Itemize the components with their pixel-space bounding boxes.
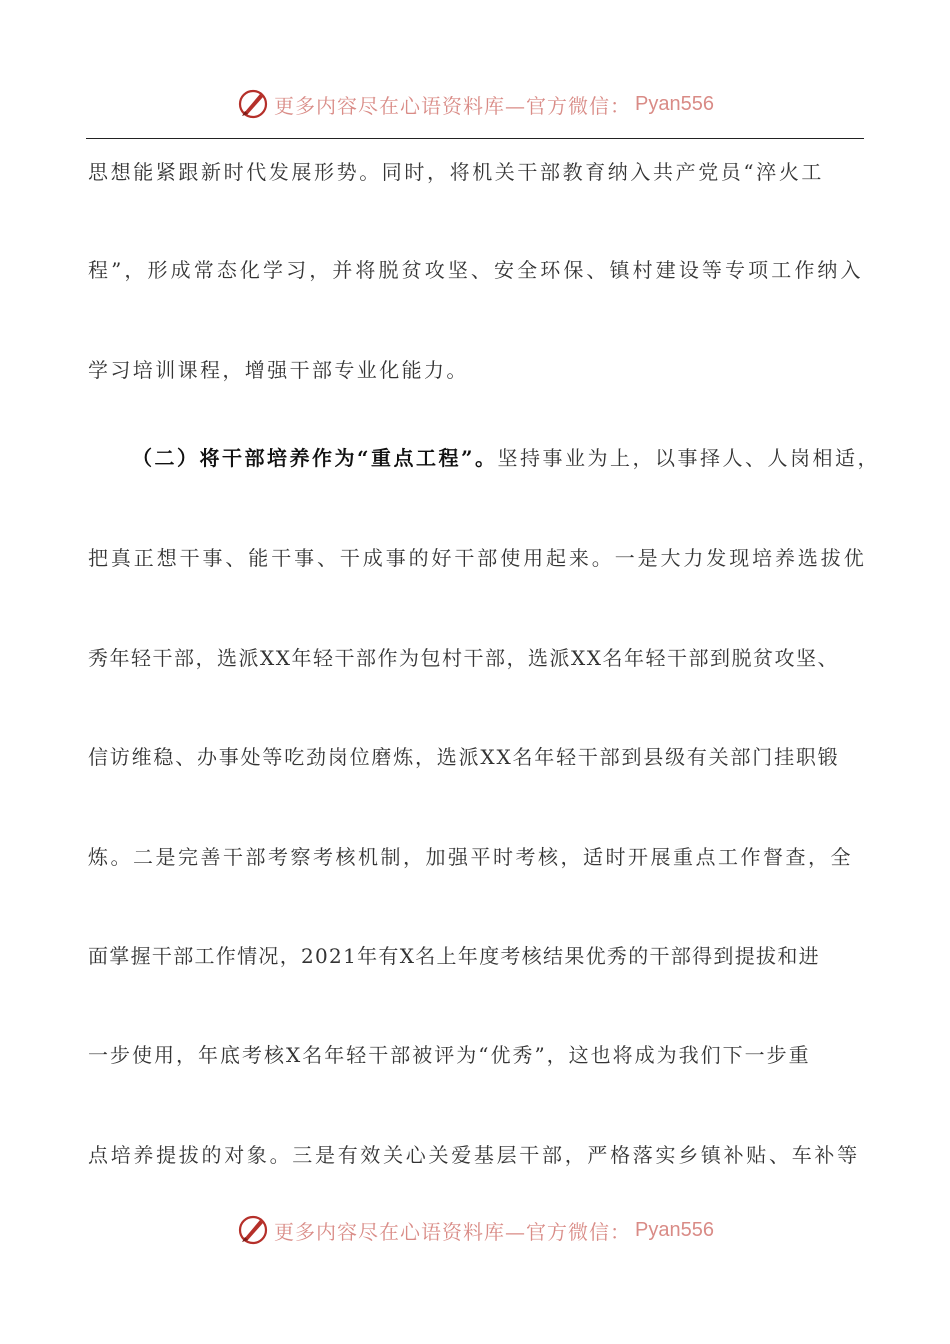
body-line-7: 信访维稳、办事处等吃劲岗位磨炼，选派XX名年轻干部到县级有关部门挂职锻 xyxy=(88,745,840,769)
banner-wechat-id: Pyan556 xyxy=(635,1218,714,1241)
header-divider xyxy=(86,138,864,139)
banner-wechat-id: Pyan556 xyxy=(635,92,714,115)
section-heading-continuation: 坚持事业为上，以事择人、人岗相适， xyxy=(497,446,881,470)
quill-logo-icon xyxy=(236,1213,270,1247)
banner-text: 更多内容尽在心语资料库—官方微信： xyxy=(274,1219,632,1244)
body-line-10: 一步使用，年底考核X名年轻干部被评为“优秀”，这也将成为我们下一步重 xyxy=(88,1043,811,1067)
footer-banner xyxy=(0,1210,950,1250)
body-line-5: 把真正想干事、能干事、干成事的好干部使用起来。一是大力发现培养选拔优 xyxy=(88,546,867,570)
body-line-9: 面掌握干部工作情况，2021年有X名上年度考核结果优秀的干部得到提拔和进 xyxy=(88,944,820,968)
body-line-2: 程”，形成常态化学习，并将脱贫攻坚、安全环保、镇村建设等专项工作纳入 xyxy=(88,258,864,282)
quill-logo-icon xyxy=(236,87,270,121)
body-line-11: 点培养提拔的对象。三是有效关心关爱基层干部，严格落实乡镇补贴、车补等 xyxy=(88,1143,860,1167)
section-heading-line xyxy=(132,446,881,470)
banner-text: 更多内容尽在心语资料库—官方微信： xyxy=(274,93,632,118)
section-heading: （二）将干部培养作为“重点工程”。 xyxy=(132,446,498,470)
header-banner xyxy=(0,84,950,124)
body-line-6: 秀年轻干部，选派XX年轻干部作为包村干部，选派XX名年轻干部到脱贫攻坚、 xyxy=(88,646,839,670)
body-line-3: 学习培训课程，增强干部专业化能力。 xyxy=(88,358,469,382)
body-line-8: 炼。二是完善干部考察考核机制，加强平时考核，适时开展重点工作督查，全 xyxy=(88,845,853,869)
body-line-1: 思想能紧跟新时代发展形势。同时，将机关干部教育纳入共产党员“淬火工 xyxy=(88,160,825,184)
